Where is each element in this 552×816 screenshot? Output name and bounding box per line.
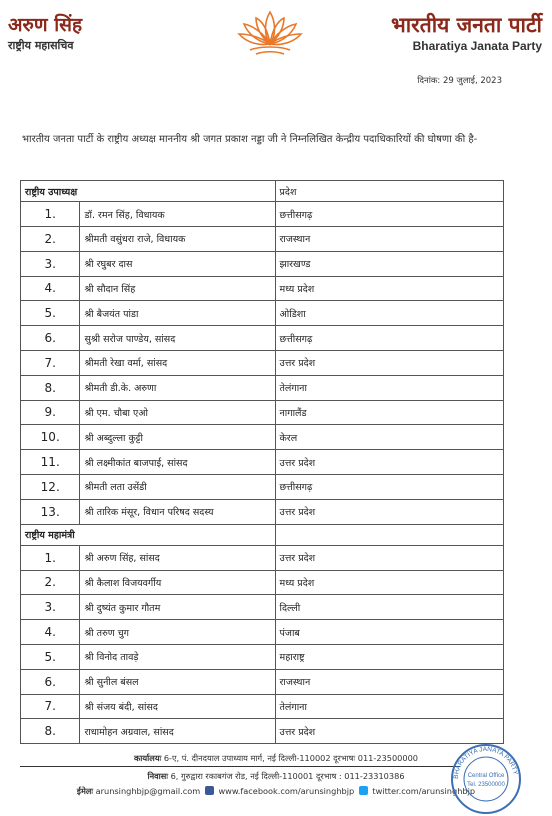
office-bearer-state: उत्तर प्रदेश: [275, 545, 503, 570]
office-bearer-name: श्री विनोद तावड़े: [80, 644, 275, 669]
row-number: 5.: [21, 301, 80, 326]
office-bearer-state: राजस्थान: [275, 226, 503, 251]
table-row: [21, 202, 504, 227]
row-number: 3.: [21, 595, 80, 620]
stamp-text: BHARATIYA JANATA PARTY: [452, 745, 519, 780]
office-bearer-state: उत्तर प्रदेश: [275, 450, 503, 475]
column-header-state: प्रदेश: [275, 181, 503, 202]
table-row: [21, 326, 504, 351]
section-heading-general-secretaries: राष्ट्रीय महामंत्री: [21, 524, 276, 545]
office-bearer-name: श्री रघुबर दास: [80, 251, 275, 276]
row-number: 4.: [21, 620, 80, 645]
office-bearer-name: राधामोहन अग्रवाल, सांसद: [80, 719, 275, 744]
office-bearer-state: नागालैंड: [275, 400, 503, 425]
party-name-english: Bharatiya Janata Party: [412, 39, 542, 53]
office-bearer-name: श्री लक्ष्मीकांत बाजपाई, सांसद: [80, 450, 275, 475]
email-label: ईमेलः: [76, 786, 94, 796]
twitter-link[interactable]: twitter.com/arunsinghbjp: [372, 786, 476, 796]
table-row: [21, 350, 504, 375]
office-bearer-name: श्री तारिक मंसूर, विधान परिषद सदस्य: [80, 499, 275, 524]
table-row: [21, 669, 504, 694]
office-bearer-name: श्री संजय बंदी, सांसद: [80, 694, 275, 719]
office-label: कार्यालयः: [134, 753, 162, 763]
residence-label: निवासः: [147, 771, 168, 781]
facebook-link[interactable]: www.facebook.com/arunsinghbjp: [218, 786, 355, 796]
row-number: 4.: [21, 276, 80, 301]
office-bearer-state: तेलंगाना: [275, 694, 503, 719]
office-bearer-state: मध्य प्रदेश: [275, 276, 503, 301]
office-bearer-state: उत्तर प्रदेश: [275, 719, 503, 744]
office-address: 6-ए, पं. दीनदयाल उपाध्याय मार्ग, नई दिल्ली-110002 दूरभाषः 011-23500000: [163, 753, 418, 763]
row-number: 6.: [21, 326, 80, 351]
row-number: 9.: [21, 400, 80, 425]
table-row: [21, 545, 504, 570]
office-bearer-state: उत्तर प्रदेश: [275, 350, 503, 375]
row-number: 6.: [21, 669, 80, 694]
office-bearer-name: डॉ. रमन सिंह, विधायक: [80, 202, 275, 227]
table-row: [21, 719, 504, 744]
party-name-hindi: भारतीय जनता पार्टी: [390, 13, 542, 37]
office-bearer-state: मध्य प्रदेश: [275, 570, 503, 595]
table-row: [21, 181, 504, 202]
stamp-text: Central Office: [467, 773, 505, 779]
office-bearer-name: श्री दुष्यंत कुमार गौतम: [80, 595, 275, 620]
letter-date: दिनांक: 29 जुलाई, 2023: [417, 76, 502, 86]
row-number: 8.: [21, 719, 80, 744]
table-row: [21, 276, 504, 301]
empty-cell: [275, 524, 503, 545]
row-number: 10.: [21, 425, 80, 450]
office-bearer-state: महाराष्ट्र: [275, 644, 503, 669]
row-number: 3.: [21, 251, 80, 276]
facebook-icon: [205, 786, 214, 795]
office-bearer-name: श्री एम. चौबा एओ: [80, 400, 275, 425]
table-row: [21, 694, 504, 719]
office-bearer-name: श्रीमती डी.के. अरुणा: [80, 375, 275, 400]
office-bearer-name: श्री अब्दुल्ला कुट्टी: [80, 425, 275, 450]
intro-paragraph: भारतीय जनता पार्टी के राष्ट्रीय अध्यक्ष माननीय श्री जगत प्रकाश नड्डा जी ने निम्नलिखित केन्द्रीय पदाधिकारियों की घोषणा की है-: [22, 134, 478, 145]
row-number: 11.: [21, 450, 80, 475]
table-row: [21, 524, 504, 545]
section-heading-vice-presidents: राष्ट्रीय उपाध्यक्ष: [21, 181, 276, 202]
row-number: 8.: [21, 375, 80, 400]
table-row: [21, 644, 504, 669]
row-number: 2.: [21, 570, 80, 595]
table-row: [21, 301, 504, 326]
table-row: [21, 400, 504, 425]
office-bearer-name: श्रीमती लता उसेंडी: [80, 474, 275, 499]
row-number: 1.: [21, 202, 80, 227]
office-bearer-name: श्री अरुण सिंह, सांसद: [80, 545, 275, 570]
residence-address: 6, गुरुद्वारा रकाबगंज रोड, नई दिल्ली-110001 दूरभाष : 011-23310386: [170, 771, 405, 781]
office-bearer-state: झारखण्ड: [275, 251, 503, 276]
office-bearer-state: छत्तीसगढ़: [275, 474, 503, 499]
office-bearer-name: सुश्री सरोज पाण्डेय, सांसद: [80, 326, 275, 351]
office-bearer-name: श्री कैलाश विजयवर्गीय: [80, 570, 275, 595]
table-row: [21, 499, 504, 524]
office-bearer-state: राजस्थान: [275, 669, 503, 694]
table-row: [21, 425, 504, 450]
office-bearers-table: [20, 180, 504, 744]
office-bearer-name: श्रीमती रेखा वर्मा, सांसद: [80, 350, 275, 375]
row-number: 13.: [21, 499, 80, 524]
row-number: 7.: [21, 350, 80, 375]
office-bearer-name: श्री बैजयंत पांडा: [80, 301, 275, 326]
row-number: 1.: [21, 545, 80, 570]
footer-divider: [20, 766, 460, 767]
letterhead-left: [8, 14, 82, 53]
signatory-name: अरुण सिंह: [8, 14, 83, 36]
email-link[interactable]: arunsinghbjp@gmail.com: [95, 786, 201, 796]
party-office-stamp: [449, 742, 523, 816]
table-row: [21, 251, 504, 276]
table-row: [21, 450, 504, 475]
office-bearer-state: तेलंगाना: [275, 375, 503, 400]
table-row: [21, 595, 504, 620]
office-bearer-state: पंजाब: [275, 620, 503, 645]
lotus-logo-icon: [236, 8, 304, 56]
signatory-role: राष्ट्रीय महासचिव: [8, 39, 74, 52]
row-number: 2.: [21, 226, 80, 251]
table-row: [21, 226, 504, 251]
office-bearer-name: श्रीमती वसुंधरा राजे, विधायक: [80, 226, 275, 251]
row-number: 5.: [21, 644, 80, 669]
table-row: [21, 375, 504, 400]
office-bearer-state: उत्तर प्रदेश: [275, 499, 503, 524]
office-bearer-name: श्री सुनील बंसल: [80, 669, 275, 694]
stamp-text: Tel. 23500000: [467, 782, 505, 788]
row-number: 12.: [21, 474, 80, 499]
office-bearer-state: छत्तीसगढ़: [275, 202, 503, 227]
table-row: [21, 570, 504, 595]
table-row: [21, 474, 504, 499]
office-bearer-state: ओडिशा: [275, 301, 503, 326]
office-bearer-state: केरल: [275, 425, 503, 450]
office-bearer-name: श्री सौदान सिंह: [80, 276, 275, 301]
row-number: 7.: [21, 694, 80, 719]
office-bearer-state: दिल्ली: [275, 595, 503, 620]
table-row: [21, 620, 504, 645]
twitter-icon: [359, 786, 368, 795]
letterhead-right: [391, 12, 542, 53]
office-bearer-name: श्री तरुण चुग: [80, 620, 275, 645]
office-bearer-state: छत्तीसगढ़: [275, 326, 503, 351]
